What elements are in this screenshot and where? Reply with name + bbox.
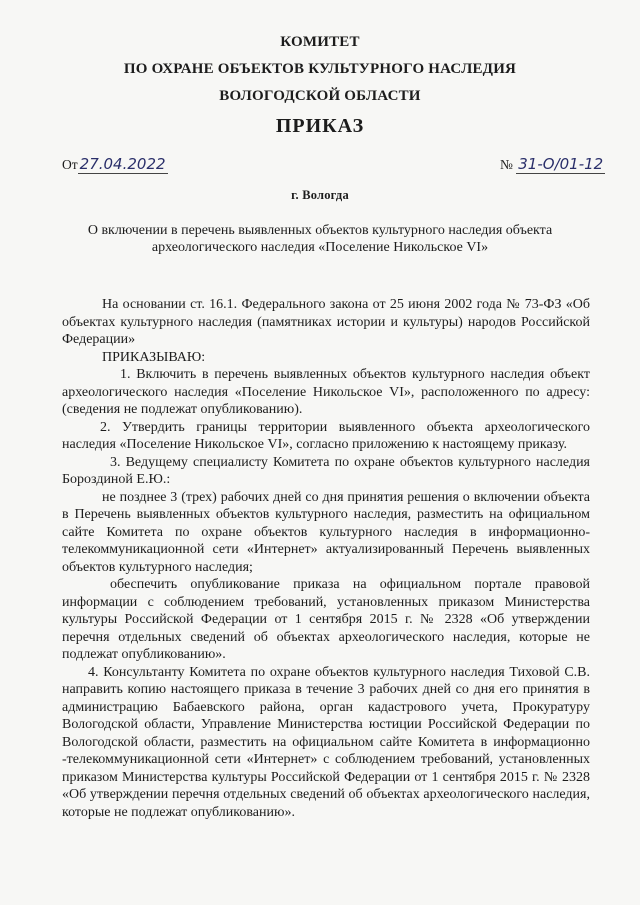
date-row [62,155,168,173]
number-prefix: № [500,157,513,172]
number-handwritten: 31-О/01-12 [518,155,604,173]
date-prefix: От [62,157,78,172]
order-item-3: 3. Ведущему специалисту Комитета по охране объектов культурного наследия Бороздиной Е.Ю.: [62,454,590,487]
order-word: ПРИКАЗЫВАЮ: [102,349,206,365]
date-handwritten: 27.04.2022 [79,155,166,173]
committee-line: КОМИТЕТ [280,34,360,50]
city-label: г. Вологда [291,188,349,202]
order-item-3-a: не позднее 3 (трех) рабочих дней со дня принятия решения о включении объекта в Перечень выявленных объектов культурного наследия, разместить на официальном сайте Комитета по охране объектов культурного наследия в информационно-телекоммуникационной сети «Интернет» актуализированный Перечень выявленных объектов культурного наследия; [62,489,590,575]
number-row [500,155,605,173]
order-item-3-b: обеспечить опубликование приказа на официальном портале правовой информации с соблюдением требований, установленных приказом Министерства культуры Российской Федерации от 1 сентября 2015 г. № 2328 «Об утверждении перечня отдельных сведений об объектах археологического наследия, которые не подлежат опубликованию». [62,577,590,662]
committee-name-line: ПО ОХРАНЕ ОБЪЕКТОВ КУЛЬТУРНОГО НАСЛЕДИЯ [123,61,517,77]
order-item-1: 1. Включить в перечень выявленных объектов культурного наследия объект археологического наследия «Поселение Никольское VI», расположенного по адресу: (сведения не подлежат опубликованию). [62,367,590,417]
order-subject: О включении в перечень выявленных объектов культурного наследия объекта археологического наследия «Поселение Никольское VI» [87,223,553,255]
document-type-title: ПРИКАЗ [275,115,365,137]
order-item-4: 4. Консультанту Комитета по охране объектов культурного наследия Тиховой С.В. направить копию настоящего приказа в течение 3 рабочих дней со дня его принятия в администрацию Бабаевского района, орган кадастрового учета, Прокуратуру Вологодской области, Управление Министерства юстиции Российской Федерации по Вологодской области, разместить на официальном сайте Комитета в информационно -телекоммуникационной сети «Интернет» с соблюдением требований, установленных приказом Министерства культуры Российской Федерации от 1 сентября 2015 г. № 2328 «Об утверждении перечня отдельных сведений об объектах археологического наследия, которые не подлежат опубликованию». [62,664,590,820]
order-body [62,296,590,821]
order-item-2: 2. Утвердить границы территории выявленного объекта археологического наследия «Поселение Никольское VI», согласно приложению к настоящему приказу. [62,419,590,452]
region-line: ВОЛОГОДСКОЙ ОБЛАСТИ [219,88,421,104]
legal-basis-paragraph: На основании ст. 16.1. Федерального закона от 25 июня 2002 года № 73-ФЗ «Об объектах культурного наследия (памятниках истории и культуры) народов Российской Федерации» [62,297,590,347]
